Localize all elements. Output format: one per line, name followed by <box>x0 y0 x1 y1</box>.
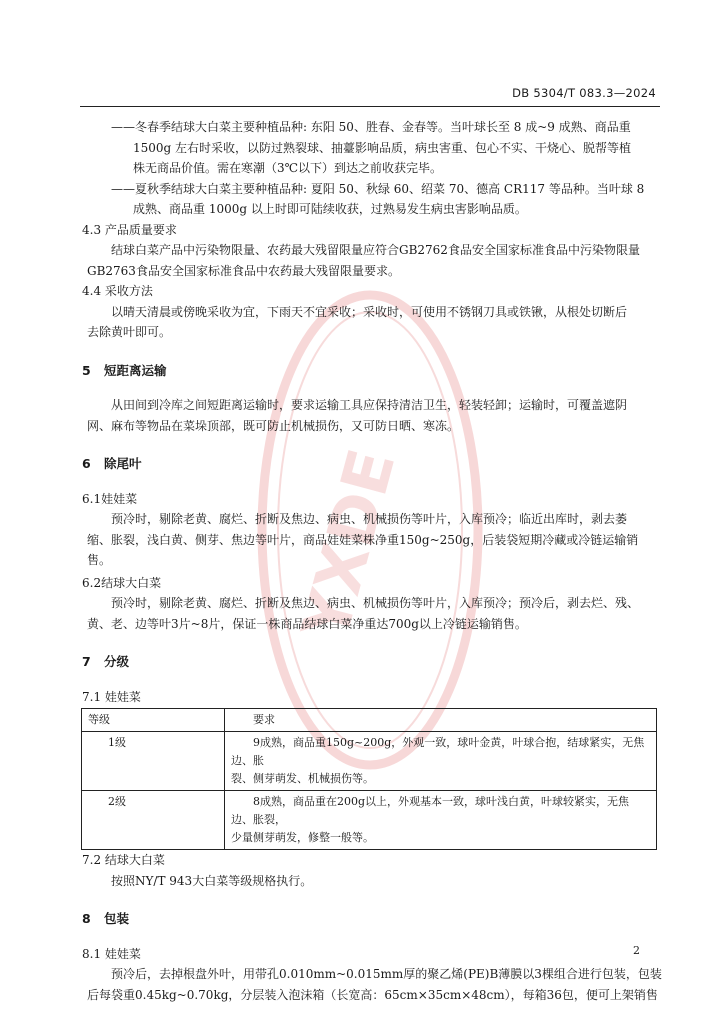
section-4-4-line1: 以晴天清晨或傍晚采收为宜，下雨天不宜采收；采收时，可使用不锈钢刀具或铁锹，从根处切断后 <box>111 304 628 319</box>
table-row <box>82 732 657 791</box>
section-8-title: 包装 <box>104 911 130 926</box>
table-header-row <box>82 709 657 732</box>
requirement-line: 8成熟，商品重在200g以上，外观基本一致，球叶浅白黄，叶球较紧实，无焦边、胀裂， <box>231 795 630 826</box>
winter-variety-line3: 株无商品价值。需在寒潮（3℃以下）到达之前收获完毕。 <box>133 161 443 175</box>
section-7-number: 7 <box>82 654 91 669</box>
section-7-title: 分级 <box>104 654 130 669</box>
section-5-number: 5 <box>82 362 91 378</box>
section-7-heading <box>82 652 663 673</box>
section-8-1-line2: 后每袋重0.45kg~0.70kg，分层装入泡沫箱（长宽高：65cm×35cm×48cm），每箱36包，便可上架销售 <box>87 987 658 1002</box>
winter-variety-line2: 1500g 左右时采收，以防过熟裂球、抽薹影响品质，病虫害重、包心不实、干烧心、脱帮等植 <box>133 140 632 155</box>
section-4-4-heading: 4.4 采收方法 <box>82 284 153 298</box>
section-8-number: 8 <box>82 911 91 926</box>
section-6-2-heading: 6.2结球大白菜 <box>82 575 162 590</box>
section-8-heading <box>82 909 663 930</box>
section-6-1-line2: 缩、胀裂，浅白黄、侧芽、焦边等叶片，商品娃娃菜株净重150g~250g，后装袋短期冷藏或冷链运输销 <box>87 532 639 547</box>
section-7-1-heading: 7.1 娃娃菜 <box>82 689 141 704</box>
section-6-heading <box>82 454 663 475</box>
document-body <box>82 117 663 1005</box>
grading-table <box>81 708 657 850</box>
table-cell-grade: 2级 <box>82 791 225 850</box>
svg-text:YXDE: YXDE <box>289 442 411 648</box>
section-6-title: 除尾叶 <box>104 456 142 471</box>
section-4-3-heading: 4.3 产品质量要求 <box>82 222 177 237</box>
table-cell-requirement <box>225 732 657 791</box>
section-6-2-line2: 黄、老、边等叶3片~8片，保证一株商品结球白菜净重达700g以上冷链运输销售。 <box>87 616 527 631</box>
section-7-2-heading: 7.2 结球大白菜 <box>82 853 165 867</box>
section-6-1-heading: 6.1娃娃菜 <box>82 491 138 506</box>
section-5-line1: 从田间到冷库之间短距离运输时，要求运输工具应保持清洁卫生，轻装轻卸；运输时，可覆盖遮阴 <box>111 398 628 412</box>
section-8-1-heading: 8.1 娃娃菜 <box>82 946 141 961</box>
page-number: 2 <box>633 944 640 957</box>
header-rule <box>80 106 660 107</box>
section-6-2-line1: 预冷时，剔除老黄、腐烂、折断及焦边、病虫、机械损伤等叶片，入库预冷；预冷后，剥去烂、残、 <box>111 596 640 610</box>
requirement-line: 少量侧芽萌发，修整一般等。 <box>231 831 374 844</box>
section-6-1-line3: 售。 <box>87 553 112 567</box>
section-8-1-line1: 预冷后，去掉根盘外叶，用带孔0.010mm~0.015mm厚的聚乙烯(PE)B薄膜以3棵组合进行包装，包装 <box>111 967 662 981</box>
section-7-2-line1: 按照NY/T 943大白菜等级规格执行。 <box>111 873 313 888</box>
section-4-4-line2: 去除黄叶即可。 <box>87 325 172 339</box>
section-6-number: 6 <box>82 456 91 471</box>
section-4-3-line1: 结球白菜产品中污染物限量、农药最大残留限量应符合GB2762食品安全国家标准食品中污染物限量 <box>111 243 640 257</box>
summer-variety-line2: 成熟、商品重 1000g 以上时即可陆续收获，过熟易发生病虫害影响品质。 <box>133 202 527 216</box>
table-header-grade: 等级 <box>82 709 225 732</box>
section-5-line2: 网、麻布等物品在菜垛顶部，既可防止机械损伤，又可防日晒、寒冻。 <box>87 418 460 433</box>
winter-variety-line1: ——冬春季结球大白菜主要种植品种: 东阳 50、胜春、金春等。当叶球长至 8 成~9 成熟、商品重 <box>111 120 631 134</box>
section-5-title: 短距离运输 <box>104 362 167 378</box>
section-5-heading <box>82 361 663 382</box>
section-6-1-line1: 预冷时，剔除老黄、腐烂、折断及焦边、病虫、机械损伤等叶片，入库预冷；临近出库时，剥去萎 <box>111 512 628 526</box>
table-cell-grade: 1级 <box>82 732 225 791</box>
table-cell-requirement <box>225 791 657 850</box>
summer-variety-line1: ——夏秋季结球大白菜主要种植品种: 夏阳 50、秋绿 60、绍菜 70、德高 CR117 等品种。当叶球 8 <box>111 181 645 196</box>
requirement-line: 9成熟，商品重150g~200g，外观一致，球叶金黄，叶球合抱，结球紧实，无焦边、胀 <box>231 736 645 767</box>
document-code: DB 5304/T 083.3—2024 <box>512 86 656 100</box>
table-row <box>82 791 657 850</box>
section-4-3-line2: GB2763食品安全国家标准食品中农药最大残留限量要求。 <box>87 263 400 278</box>
requirement-line: 裂、侧芽萌发、机械损伤等。 <box>231 772 374 785</box>
table-header-requirement: 要求 <box>225 709 657 732</box>
